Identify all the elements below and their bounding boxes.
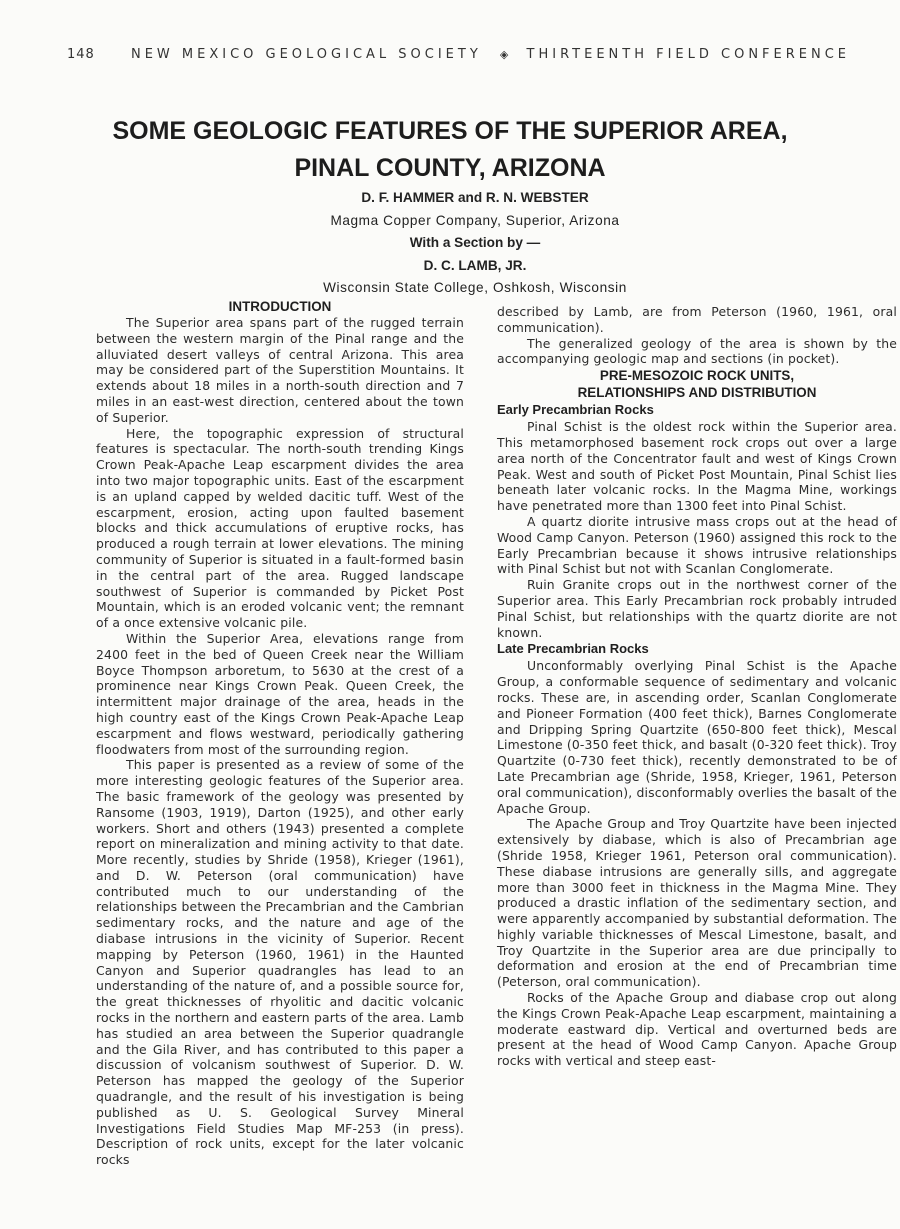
- title-line-1: SOME GEOLOGIC FEATURES OF THE SUPERIOR AREA,: [112, 117, 788, 145]
- paragraph: A quartz diorite intrusive mass crops out at the head of Wood Camp Canyon. Peterson (1960) assigned this rock to the Early Precambrian because it shows intrusive relationships with Pinal Schist but not with Scanlan Conglomerate.: [497, 513, 897, 577]
- section-heading-line-2: RELATIONSHIPS AND DISTRIBUTION: [577, 385, 817, 401]
- section-author: D. C. LAMB, JR.: [423, 257, 527, 273]
- paragraph: Here, the topographic expression of structural features is spectacular. The north-south trending Kings Crown Peak-Apache Leap escarpment divides the area into two major topographic units. East of the escarpment is an upland capped by welded dacitic tuff. West of the escarpment, erosion, acting upon faulted basement blocks and thick accumulations of eruptive rocks, has produced a rough terrain at lower elevations. The mining community of Superior is situated in a fault-formed basin in the central part of the area. Rugged landscape southwest of Superior is commanded by Picket Post Mountain, which is an eroded volcanic vent; the remnant of a once extensive volcanic pile.: [96, 425, 464, 631]
- subheading-late-precambrian: Late Precambrian Rocks: [497, 641, 649, 657]
- paragraph: This paper is presented as a review of some of the more interesting geologic features of the Superior area. The basic framework of the geology was presented by Ransome (1903, 1919), Darton (1925), and other early workers. Short and others (1943) presented a complete report on mineralization and mining activity to that date. More recently, studies by Shride (1958), Krieger (1961), and D. W. Peterson (oral communication) have contributed much to our understanding of the relationships between the Precambrian and the Cambrian sedimentary rocks, and the nature and age of the diabase intrusions in the vicinity of Superior. Recent mapping by Peterson (1960, 1961) in the Haunted Canyon and Superior quadrangles has lead to an understanding of the nature of, and a possible source for, the great thicknesses of rhyolitic and dacitic volcanic rocks in the northern and eastern parts of the area. Lamb has studied an area between the Superior quadrangle and the Gila River, and has contributed to this paper a discussion of volcanism southwest of Superior. D. W. Peterson has mapped the geology of the Superior quadrangle, and the result of his investigation is being published as U. S. Geological Survey Mineral Investigations Field Studies Map MF-253 (in press). Description of rock units, except for the later volcanic rocks: [96, 757, 464, 1168]
- section-affiliation: Wisconsin State College, Oshkosh, Wisconsin: [323, 280, 627, 295]
- section-heading-introduction: INTRODUCTION: [228, 299, 332, 314]
- paragraph: Within the Superior Area, elevations range from 2400 feet in the bed of Queen Creek near the William Boyce Thompson arboretum, to 5630 at the crest of a prominence near Kings Crown Peak. Queen Creek, the intermittent major drainage of the area, heads in the high country east of the Kings Crown Peak-Apache Leap escarpment and flows westward, periodically gathering floodwaters from most of the surrounding region.: [96, 630, 464, 757]
- byline: [0, 187, 900, 300]
- paragraph: Ruin Granite crops out in the northwest corner of the Superior area. This Early Precambrian rock probably intruded Pinal Schist, but relationships with the quartz diorite are not known.: [497, 577, 897, 640]
- section-heading-line-1: PRE-MESOZOIC ROCK UNITS,: [599, 368, 795, 384]
- society-name: NEW MEXICO GEOLOGICAL SOCIETY: [130, 47, 482, 62]
- paragraph: Unconformably overlying Pinal Schist is the Apache Group, a conformable sequence of sedimentary and volcanic rocks. These are, in ascending order, Scanlan Conglomerate and Pioneer Formation (400 feet thick), Barnes Conglomerate and Dripping Spring Quartzite (650-800 feet thick), Mescal Limestone (0-350 feet thick, and basalt (0-320 feet thick). Troy Quartzite (0-730 feet thick), recently demonstrated to be of Late Precambrian age (Shride, 1958, Krieger, 1961, Peterson oral communication), disconformably overlies the basalt of the Apache Group.: [497, 658, 897, 816]
- paper-title: [0, 113, 900, 187]
- right-column: [497, 304, 897, 1069]
- paragraph: The Apache Group and Troy Quartzite have been injected extensively by diabase, which is also of Precambrian age (Shride 1958, Krieger 1961, Peterson oral communication). These diabase intrusions are generally sills, and aggregate more than 3000 feet in thickness in the Magma Mine. They produced a drastic inflation of the sedimentary section, and were apparently accompanied by substantial deformation. The highly variable thicknesses of Mescal Limestone, basalt, and Troy Quartzite in the Superior area are due principally to deformation and erosion at the end of Precambrian time (Peterson, oral communication).: [497, 816, 897, 990]
- section-by: With a Section by —: [409, 235, 541, 250]
- paragraph: The Superior area spans part of the rugged terrain between the western margin of the Pinal range and the alluviated desert valleys of central Arizona. This area may be considered part of the Superstition Mountains. It extends about 18 miles in a north-south direction and 7 miles in an east-west direction, centered about the town of Superior.: [96, 315, 464, 425]
- left-column: [96, 298, 464, 1168]
- paragraph: described by Lamb, are from Peterson (1960, 1961, oral communication).: [497, 304, 897, 335]
- paragraph: Pinal Schist is the oldest rock within the Superior area. This metamorphosed basement rock crops out over a large area north of the Concentrator fault and west of Kings Crown Peak. West and south of Picket Post Mountain, Pinal Schist lies beneath later volcanic rocks. In the Magma Mine, workings have penetrated more than 1300 feet into Pinal Schist.: [497, 419, 897, 514]
- authors: D. F. HAMMER and R. N. WEBSTER: [361, 190, 589, 205]
- paragraph: The generalized geology of the area is shown by the accompanying geologic map and sections (in pocket).: [497, 335, 897, 367]
- conference-name: THIRTEENTH FIELD CONFERENCE: [526, 47, 851, 62]
- paragraph: Rocks of the Apache Group and diabase crop out along the Kings Crown Peak-Apache Leap escarpment, maintaining a moderate eastward dip. Vertical and overturned beds are present at the head of Wood Camp Canyon. Apache Group rocks with vertical and steep east-: [497, 990, 897, 1069]
- page-number: 148: [67, 47, 95, 62]
- subheading-early-precambrian: Early Precambrian Rocks: [497, 402, 654, 418]
- title-line-2: PINAL COUNTY, ARIZONA: [294, 154, 606, 182]
- header-separator-icon: ◈: [499, 48, 509, 61]
- running-header: [67, 47, 857, 62]
- affiliation: Magma Copper Company, Superior, Arizona: [330, 212, 620, 228]
